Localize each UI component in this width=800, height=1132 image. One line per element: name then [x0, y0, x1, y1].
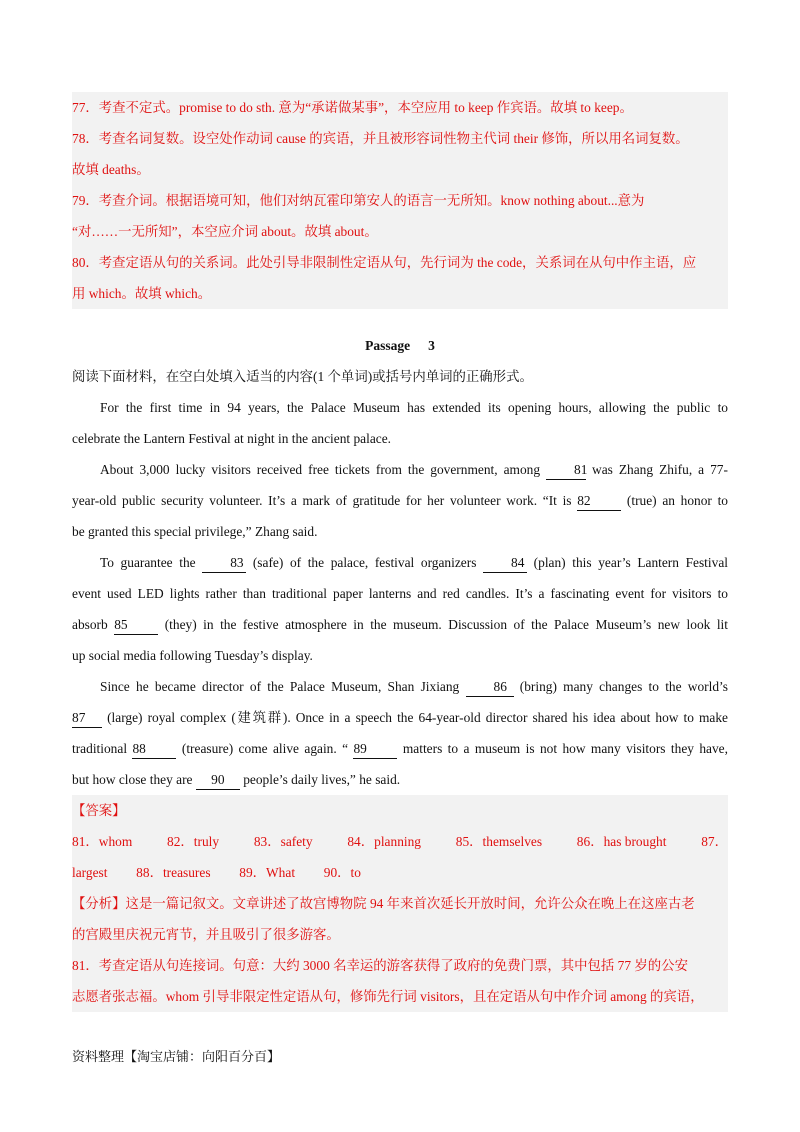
passage-title-number: 3 — [428, 338, 435, 353]
explanation-line: “对……一无所知”，本空应介词 about。故填 about。 — [72, 224, 378, 239]
answer-item: 81．whom — [72, 834, 133, 849]
answer-line — [72, 857, 728, 888]
answer-item: 87． — [701, 834, 728, 849]
blank-86[interactable]: 86 — [466, 678, 514, 697]
answer-item: 89．What — [239, 865, 296, 880]
blank-81[interactable]: 81 — [546, 461, 586, 480]
passage-title — [72, 331, 728, 361]
paragraph-4-line — [72, 671, 728, 702]
paragraph-1-line: celebrate the Lantern Festival at night in the ancient palace. — [72, 431, 392, 446]
blank-85[interactable]: 85 — [114, 616, 158, 635]
explanation-line: 79．考查介词。根据语境可知，他们对纳瓦霍印第安人的语言一无所知。know nothing about...意为 — [72, 193, 645, 208]
blank-90[interactable]: 90 — [196, 771, 240, 790]
answer-item: 83．safety — [253, 834, 313, 849]
paragraph-3-line — [72, 547, 728, 578]
analysis-line: 81．考查定语从句连接词。句意：大约 3000 名幸运的游客获得了政府的免费门票，其中包括 77 岁的公安 — [72, 958, 688, 973]
explanation-line: 80．考查定语从句的关系词。此处引导非限制性定语从句，先行词为 the code，关系词在从句中作主语，应 — [72, 255, 697, 270]
blank-84[interactable]: 84 — [483, 554, 527, 573]
blank-87[interactable]: 87 — [72, 709, 102, 728]
explanation-line: 77．考查不定式。promise to do sth. 意为“承诺做某事”，本空应用 to keep 作宾语。故填 to keep。 — [72, 100, 633, 115]
explanation-line: 78．考查名词复数。设空处作动词 cause 的宾语，并且被形容词性物主代词 their 修饰，所以用名词复数。 — [72, 131, 689, 146]
analysis-line: 志愿者张志福。whom 引导非限定性定语从句，修饰先行词 visitors，且在定语从句中作介词 among 的宾语， — [72, 989, 704, 1004]
text-segment: was Zhang Zhifu, a 77- — [592, 462, 728, 477]
answer-item: 85．themselves — [455, 834, 543, 849]
answer-item: 86．has brought — [576, 834, 667, 849]
explanation-line: 用 which。故填 which。 — [72, 286, 212, 301]
footer-source: 资料整理【淘宝店铺：向阳百分百】 — [72, 1050, 281, 1065]
paragraph-3-line: up social media following Tuesday’s display. — [72, 648, 313, 663]
answer-analysis-block — [72, 795, 728, 1012]
text-segment: (plan) this year’s Lantern Festival — [533, 555, 728, 570]
text-segment: but how close they are — [72, 772, 193, 787]
passage-title-word: Passage — [365, 338, 411, 353]
answer-item: 82．truly — [167, 834, 220, 849]
answer-item: 88．treasures — [136, 865, 211, 880]
paragraph-1-line: For the first time in 94 years, the Palace Museum has extended its opening hours, allowing the public to — [100, 400, 728, 415]
answer-item: 84．planning — [347, 834, 422, 849]
answer-label: 【答案】 — [72, 803, 126, 818]
paragraph-3-line: event used LED lights rather than traditional paper lanterns and red candles. It’s a fascinating event for visitors to — [72, 586, 728, 601]
passage-instruction: 阅读下面材料，在空白处填入适当的内容(1 个单词)或括号内单词的正确形式。 — [72, 369, 533, 384]
text-segment: people’s daily lives,” he said. — [243, 772, 401, 787]
paragraph-4-line — [72, 733, 728, 764]
paragraph-2-line: be granted this special privilege,” Zhang said. — [72, 524, 318, 539]
text-segment: (true) an honor to — [626, 493, 728, 508]
text-segment: matters to a museum is not how many visitors they have, — [402, 741, 728, 756]
paragraph-2-line — [72, 454, 728, 485]
blank-82[interactable]: 82 — [577, 492, 621, 511]
blank-89[interactable]: 89 — [353, 740, 397, 759]
blank-83[interactable]: 83 — [202, 554, 246, 573]
paragraph-3-line — [72, 609, 728, 640]
paragraph-4-line — [72, 702, 728, 733]
document-page — [72, 92, 728, 1012]
answer-line — [72, 826, 728, 857]
text-segment: year-old public security volunteer. It’s a mark of gratitude for her volunteer work. “It is — [72, 493, 572, 508]
text-segment: Since he became director of the Palace Museum, Shan Jixiang — [100, 679, 460, 694]
text-segment: (treasure) come alive again. “ — [181, 741, 349, 756]
explanation-block-77-80 — [72, 92, 728, 309]
text-segment: About 3,000 lucky visitors received free tickets from the government, among — [100, 462, 541, 477]
blank-88[interactable]: 88 — [132, 740, 176, 759]
explanation-line: 故填 deaths。 — [72, 162, 150, 177]
answer-item: 90．to — [323, 865, 361, 880]
text-segment: (large) royal complex (建筑群). Once in a speech the 64-year-old director shared his idea about how to make — [107, 710, 728, 725]
analysis-line: 的宫殿里庆祝元宵节，并且吸引了很多游客。 — [72, 927, 340, 942]
text-segment: (bring) many changes to the world’s — [519, 679, 728, 694]
text-segment: To guarantee the — [100, 555, 196, 570]
text-segment: absorb — [72, 617, 108, 632]
answer-item: largest — [72, 865, 108, 880]
text-segment: (they) in the festive atmosphere in the museum. Discussion of the Palace Museum’s new look lit — [164, 617, 728, 632]
text-segment: (safe) of the palace, festival organizers — [252, 555, 477, 570]
paragraph-2-line — [72, 485, 728, 516]
text-segment: traditional — [72, 741, 128, 756]
paragraph-4-line — [72, 764, 728, 795]
analysis-line: 【分析】这是一篇记叙文。文章讲述了故宫博物院 94 年来首次延长开放时间，允许公众在晚上在这座古老 — [72, 896, 695, 911]
